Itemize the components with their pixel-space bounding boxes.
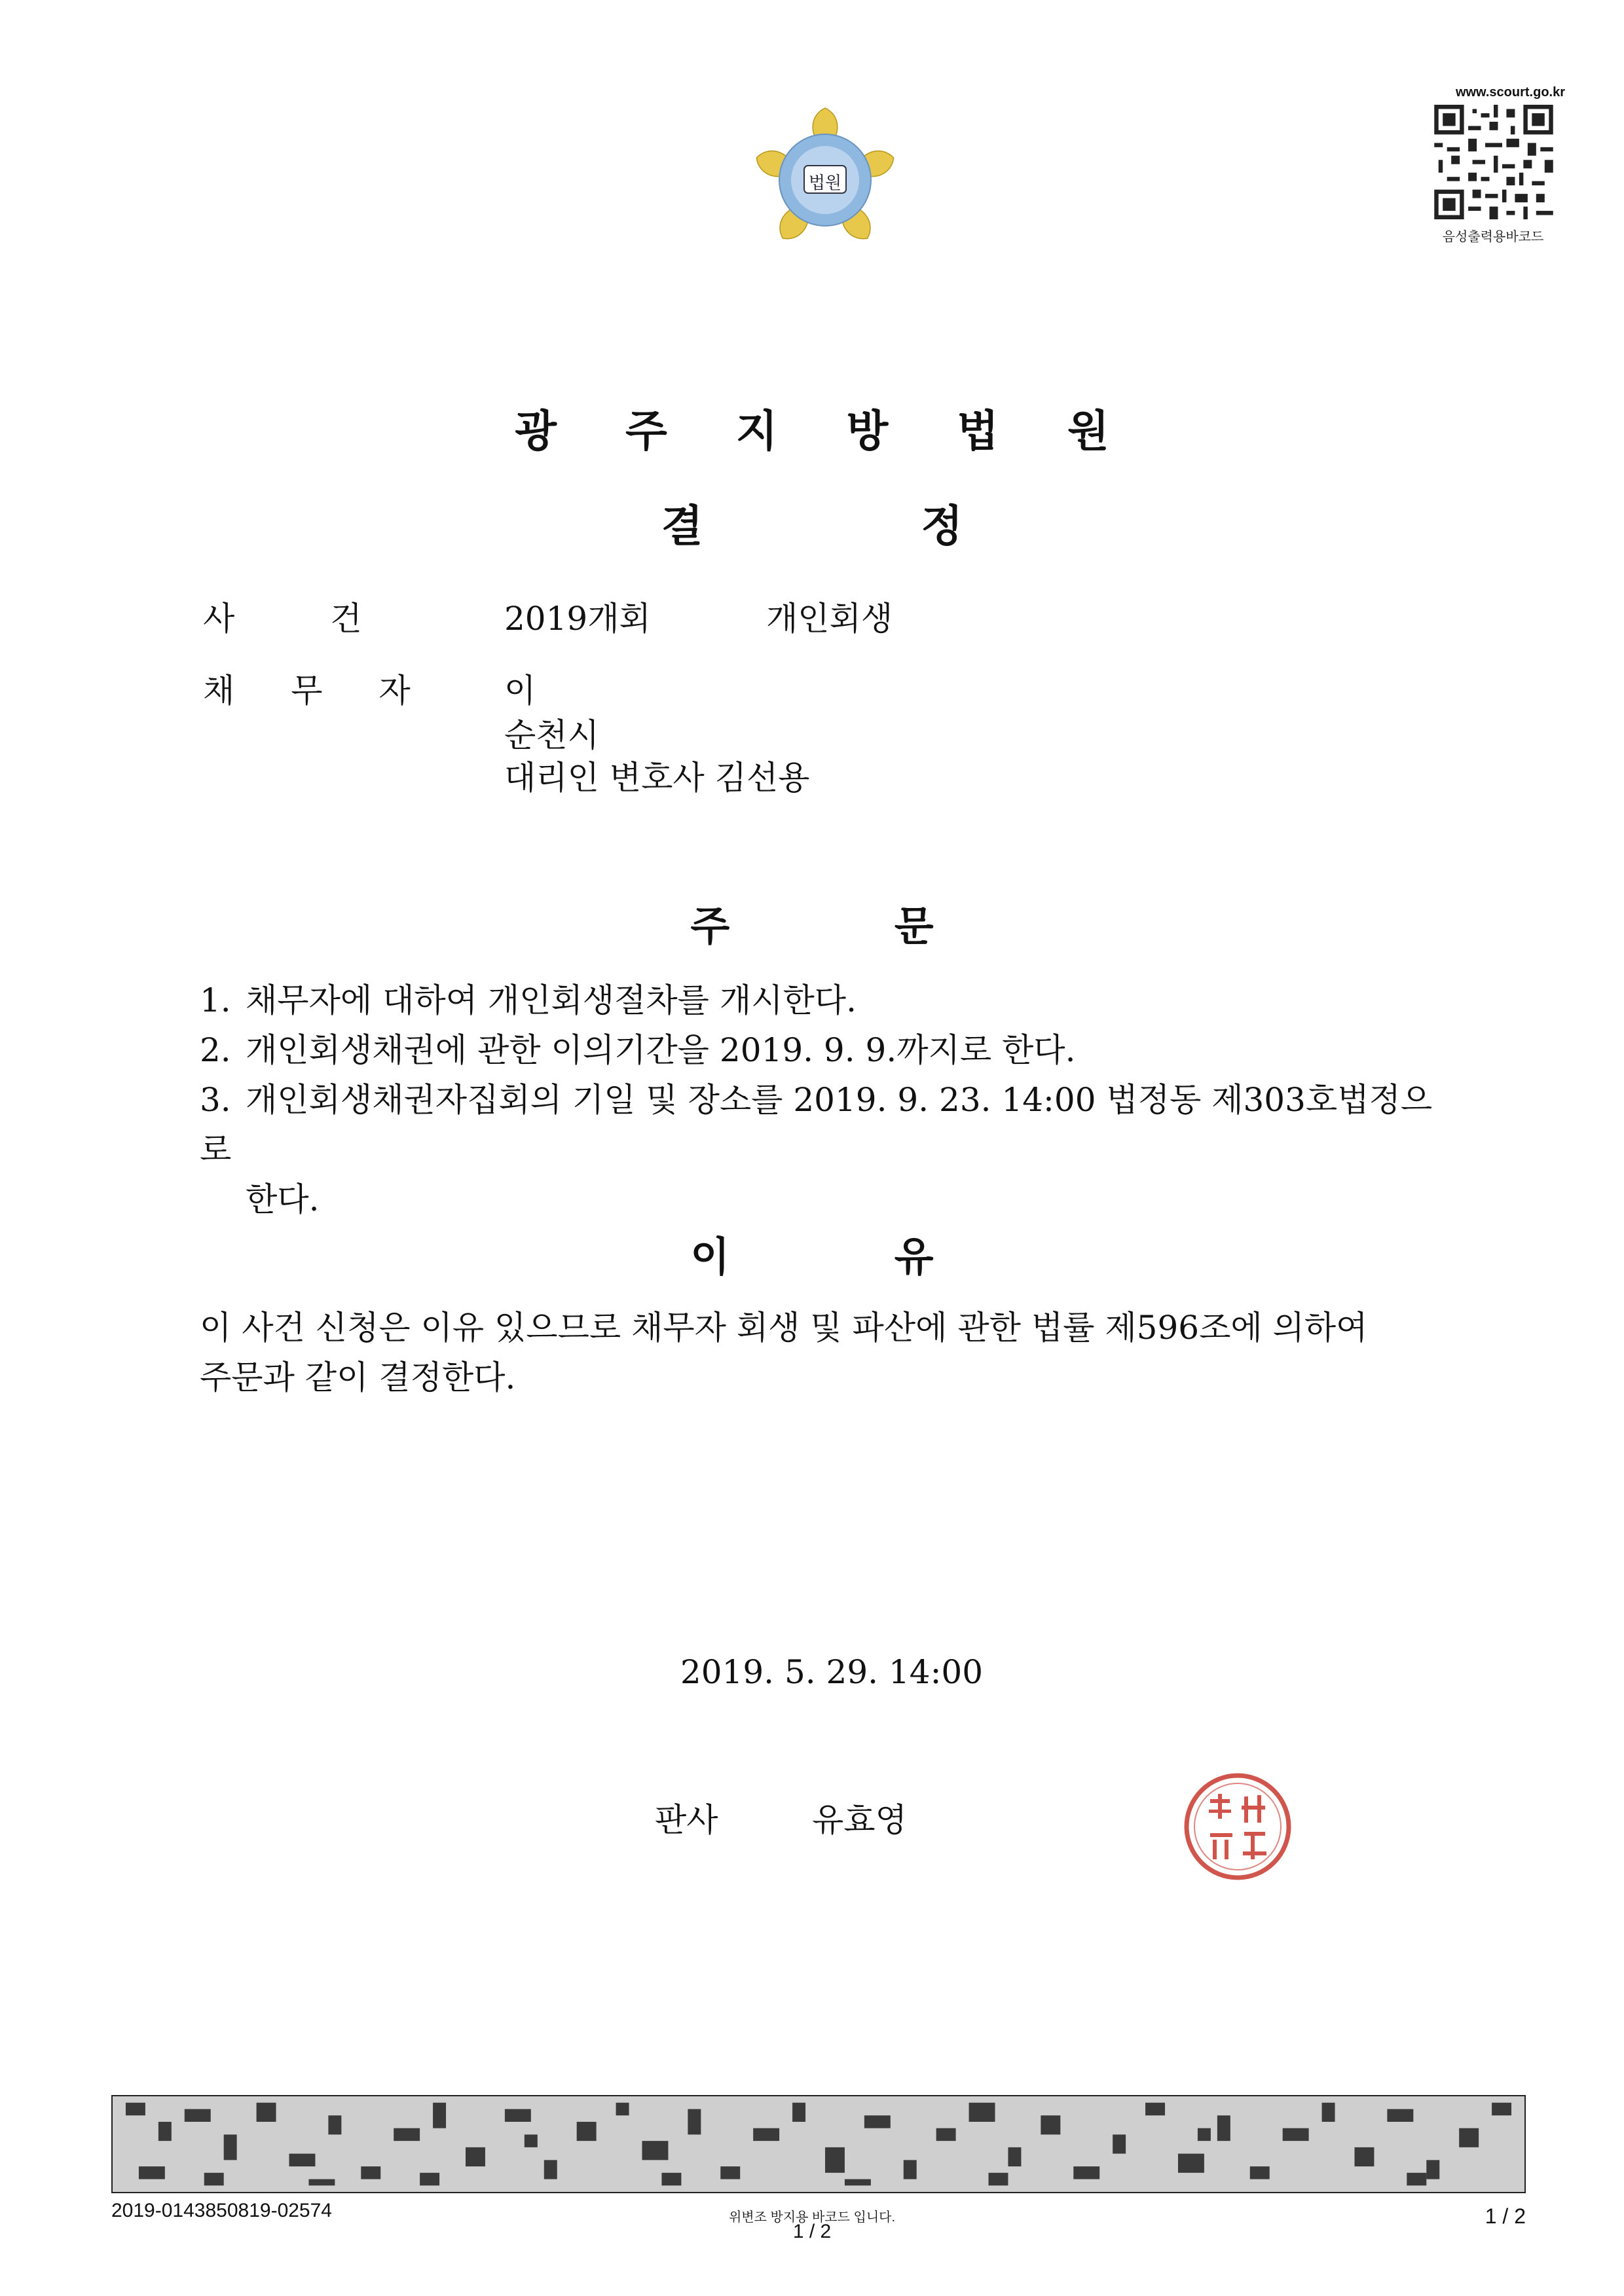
judge-name: 유효영 — [812, 1801, 907, 1839]
page-number-right: 1 / 2 — [1485, 2204, 1526, 2228]
court-emblem-logo — [747, 98, 904, 255]
qr-caption: 음성출력용바코드 — [1442, 230, 1544, 244]
decision-date: 2019. 5. 29. 14:00 — [680, 1653, 984, 1691]
case-number: 2019개회 — [504, 600, 651, 638]
anti-forgery-caption: 위변조 방지용 바코드 입니다. — [728, 2210, 896, 2225]
qr-url: www.scourt.go.kr — [1455, 85, 1565, 100]
reason-line: 주문과 같이 결정한다. — [200, 1358, 516, 1396]
order-item — [200, 1025, 1444, 1075]
order-item — [200, 975, 1444, 1025]
debtor-agent: 대리인 변호사 김선용 — [504, 759, 810, 797]
order-item-text: 개인회생채권에 관한 이의기간을 2019. 9. 9.까지로 한다. — [246, 1031, 1076, 1069]
order-section-title: 주 문 — [690, 902, 934, 950]
case-type: 개인회생 — [766, 600, 893, 638]
order-item-number: 1. — [200, 981, 231, 1019]
reason-line: 이 사건 신청은 이유 있으므로 채무자 회생 및 파산에 관한 법률 제596조에 의하여 — [200, 1309, 1368, 1347]
qr-code-icon — [1434, 105, 1553, 219]
emblem-text: 법원 — [808, 173, 842, 193]
reason-text — [200, 1303, 1444, 1402]
order-item-number: 3. — [200, 1081, 231, 1119]
judge-label: 판사 — [655, 1801, 718, 1839]
order-item-continuation: 한다. — [246, 1180, 320, 1218]
document-number: 2019-0143850819-02574 — [111, 2200, 332, 2221]
debtor-label: 채 무 자 — [203, 672, 411, 710]
order-item — [200, 1075, 1444, 1224]
debtor-address: 순천시 — [504, 716, 599, 754]
case-label: 사 건 — [203, 600, 362, 638]
order-item-number: 2. — [200, 1031, 231, 1069]
document-type-title: 결 정 — [661, 500, 963, 551]
judge-seal-stamp — [1179, 1768, 1297, 1886]
court-name: 광 주 지 방 법 원 — [515, 405, 1109, 456]
debtor-name: 이 — [504, 672, 536, 710]
order-item-text: 채무자에 대하여 개인회생절차를 개시한다. — [246, 981, 857, 1019]
order-item-text: 개인회생채권자집회의 기일 및 장소를 2019. 9. 23. 14:00 법정동 제303호법정으로 — [200, 1081, 1433, 1169]
reason-section-title: 이 유 — [690, 1233, 934, 1281]
anti-forgery-barcode — [111, 2095, 1526, 2193]
page-number-center: 1 / 2 — [792, 2221, 832, 2242]
